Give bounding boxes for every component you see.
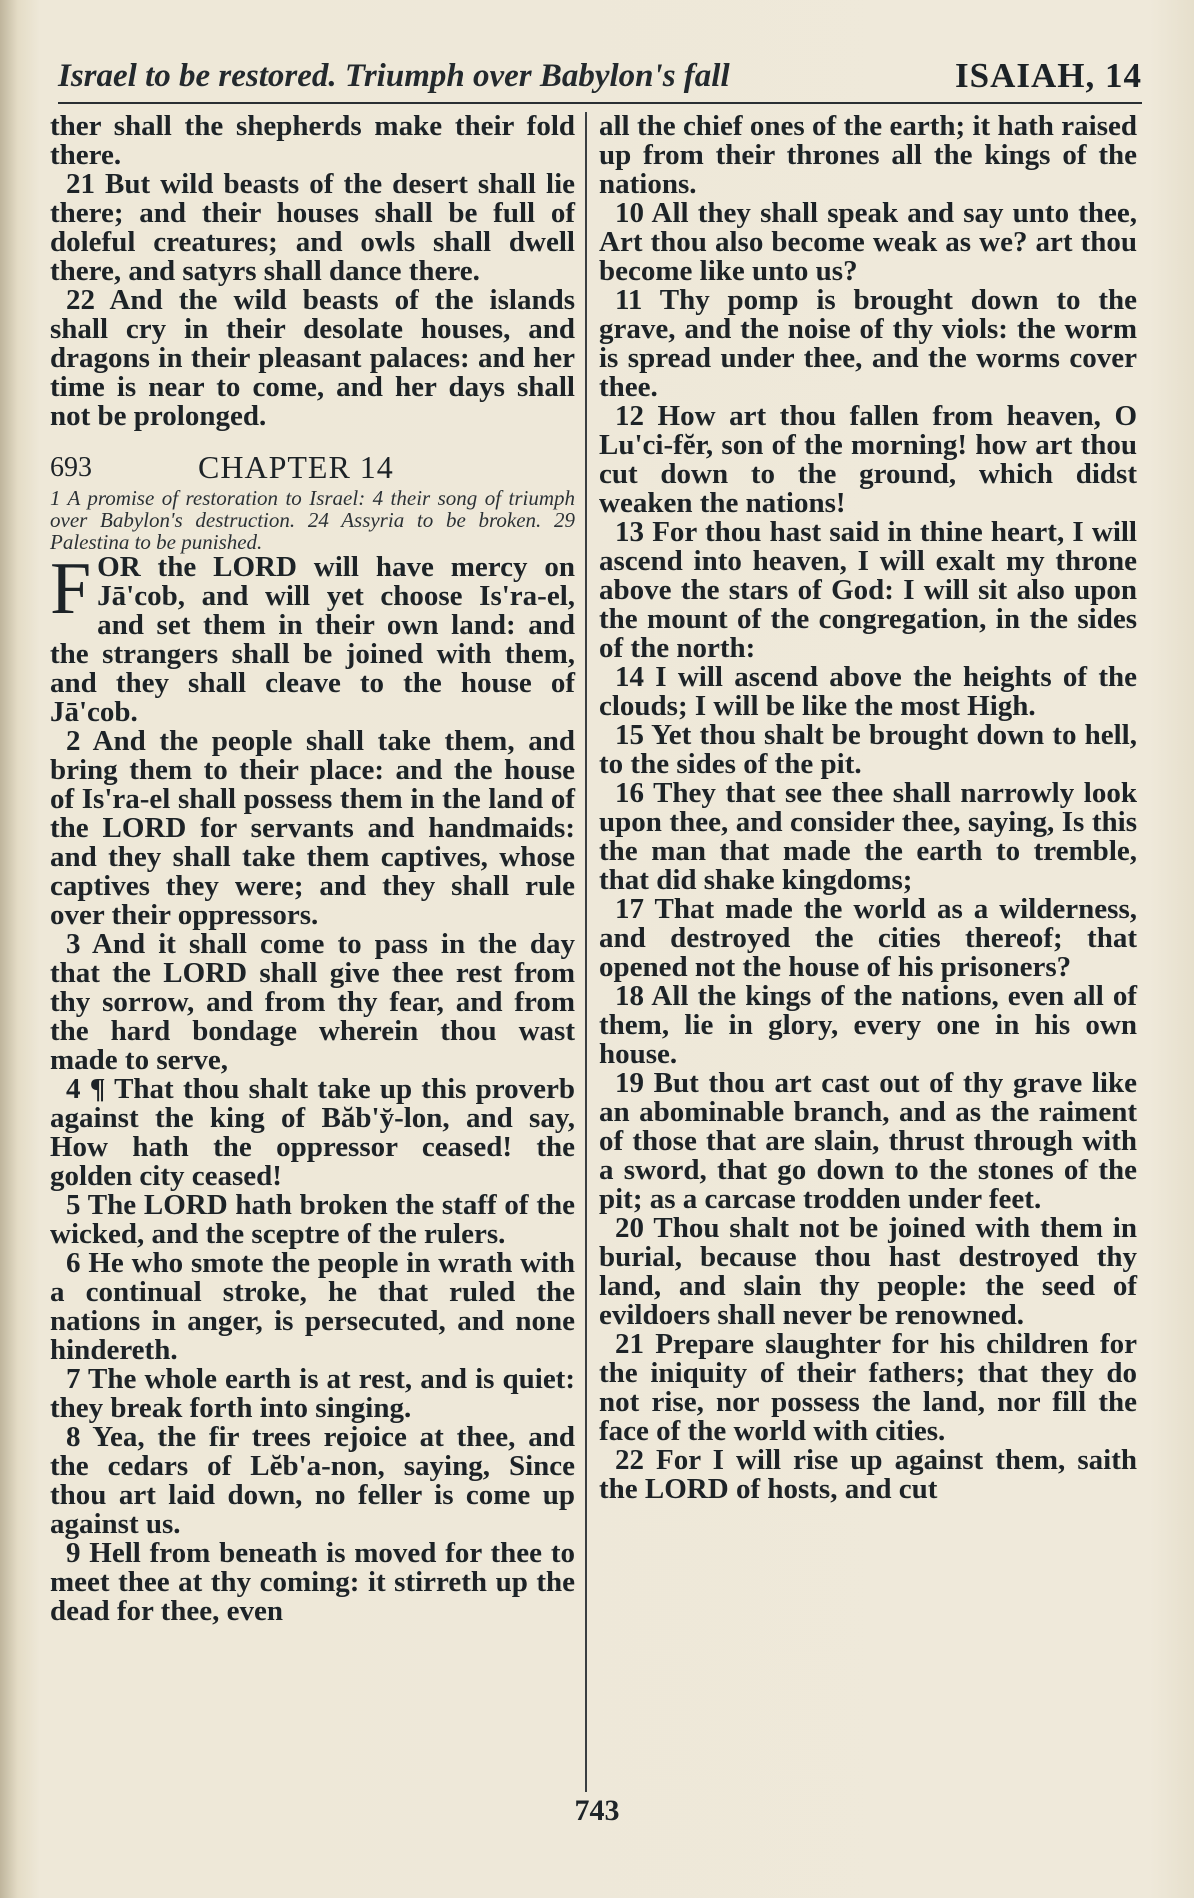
verse-14-13: 13 For thou hast said in thine heart, I will ascend into heaven, I will exalt my throne above the stars of God: I will sit also upon the mount of the congregation, in the sides of the north: — [599, 516, 1137, 664]
chapter-summary: 1 A promise of restoration to Israel: 4 their song of triumph over Babylon's destruction. 24 Assyria to be broken. 29 Palestina to be punished. — [50, 486, 575, 554]
verse-14-14: 14 I will ascend above the heights of the clouds; I will be like the most High. — [599, 661, 1137, 722]
verse-14-10: 10 All they shall speak and say unto thee, Art thou also become weak as we? art thou become like unto us? — [599, 197, 1137, 287]
drop-cap: F — [50, 548, 92, 630]
running-header — [58, 52, 1142, 104]
verse-14-15: 15 Yet thou shalt be brought down to hell, to the sides of the pit. — [599, 719, 1137, 780]
verse-14-9-continued: all the chief ones of the earth; it hath raised up from their thrones all the kings of the nations. — [599, 110, 1137, 200]
left-column — [50, 112, 575, 1626]
verse-14-17: 17 That made the world as a wilderness, and destroyed the cities thereof; that opened not the house of his prisoners? — [599, 893, 1137, 983]
verse-13-21: 21 But wild beasts of the desert shall lie there; and their houses shall be full of doleful creatures; and owls shall dwell there, and satyrs shall dance there. — [50, 168, 575, 287]
verse-14-3: 3 And it shall come to pass in the day that the LORD shall give thee rest from thy sorrow, and from thy fear, and from the hard bondage wherein thou wast made to serve, — [50, 928, 575, 1076]
verse-14-6: 6 He who smote the people in wrath with a continual stroke, he that ruled the nations in anger, is persecuted, and none hindereth. — [50, 1247, 575, 1366]
right-column — [599, 112, 1137, 1504]
verse-14-5: 5 The LORD hath broken the staff of the wicked, and the sceptre of the rulers. — [50, 1189, 575, 1250]
chapter-number: 693 — [50, 452, 92, 483]
page-number: 743 — [574, 1794, 620, 1827]
verse-14-20: 20 Thou shalt not be joined with them in burial, because thou hast destroyed thy land, and slain thy people: the seed of evildoers shall never be renowned. — [599, 1212, 1137, 1331]
verse-14-8: 8 Yea, the fir trees rejoice at thee, and the cedars of Lĕb'a-non, saying, Since thou art laid down, no feller is come up against us. — [50, 1421, 575, 1540]
column-divider — [585, 112, 587, 1792]
header-topic: Israel to be restored. Triumph over Babylon's fall — [58, 58, 730, 94]
chapter-heading: CHAPTER 14 — [198, 449, 394, 485]
verse-14-1-text: OR the LORD will have mercy on Jā'cob, and will yet choose Is'ra-el, and set them in their own land: and the strangers shall be joined with them, and they shall cleave to the house of Jā'cob. — [50, 551, 575, 728]
verse-14-18: 18 All the kings of the nations, even all of them, lie in glory, every one in his own house. — [599, 980, 1137, 1070]
verse-14-11: 11 Thy pomp is brought down to the grave, and the noise of thy viols: the worm is spread under thee, and the worms cover thee. — [599, 284, 1137, 403]
verse-14-12: 12 How art thou fallen from heaven, O Lu'ci-fĕr, son of the morning! how art thou cut down to the ground, which didst weaken the nations! — [599, 400, 1137, 519]
verse-13-22: 22 And the wild beasts of the islands shall cry in their desolate houses, and dragons in their pleasant palaces: and her time is near to come, and her days shall not be prolonged. — [50, 284, 575, 432]
verse-14-19: 19 But thou art cast out of thy grave like an abominable branch, and as the raiment of those that are slain, thrust through with a sword, that go down to the stones of the pit; as a carcase trodden under feet. — [599, 1067, 1137, 1215]
verse-14-22: 22 For I will rise up against them, saith the LORD of hosts, and cut — [599, 1444, 1137, 1505]
header-book-chapter: ISAIAH, 14 — [955, 56, 1142, 95]
verse-14-2: 2 And the people shall take them, and bring them to their place: and the house of Is'ra-el shall possess them in the land of the LORD for servants and handmaids: and they shall take them captives, whose captives they were; and they shall rule over their oppressors. — [50, 725, 575, 931]
verse-14-16: 16 They that see thee shall narrowly look upon thee, and consider thee, saying, Is this the man that made the earth to tremble, that did shake kingdoms; — [599, 777, 1137, 896]
verse-continuation: ther shall the shepherds make their fold there. — [50, 110, 575, 171]
chapter-title-row — [50, 449, 575, 487]
verse-14-7: 7 The whole earth is at rest, and is quiet: they break forth into singing. — [50, 1363, 575, 1424]
verse-14-1 — [50, 548, 575, 728]
verse-14-9: 9 Hell from beneath is moved for thee to meet thee at thy coming: it stirreth up the dead for thee, even — [50, 1537, 575, 1627]
verse-14-21: 21 Prepare slaughter for his children for the iniquity of their fathers; that they do not rise, nor possess the land, nor fill the face of the world with cities. — [599, 1328, 1137, 1447]
verse-14-4: 4 ¶ That thou shalt take up this proverb against the king of Băb'y̆-lon, and say, How hath the oppressor ceased! the golden city ceased! — [50, 1073, 575, 1192]
